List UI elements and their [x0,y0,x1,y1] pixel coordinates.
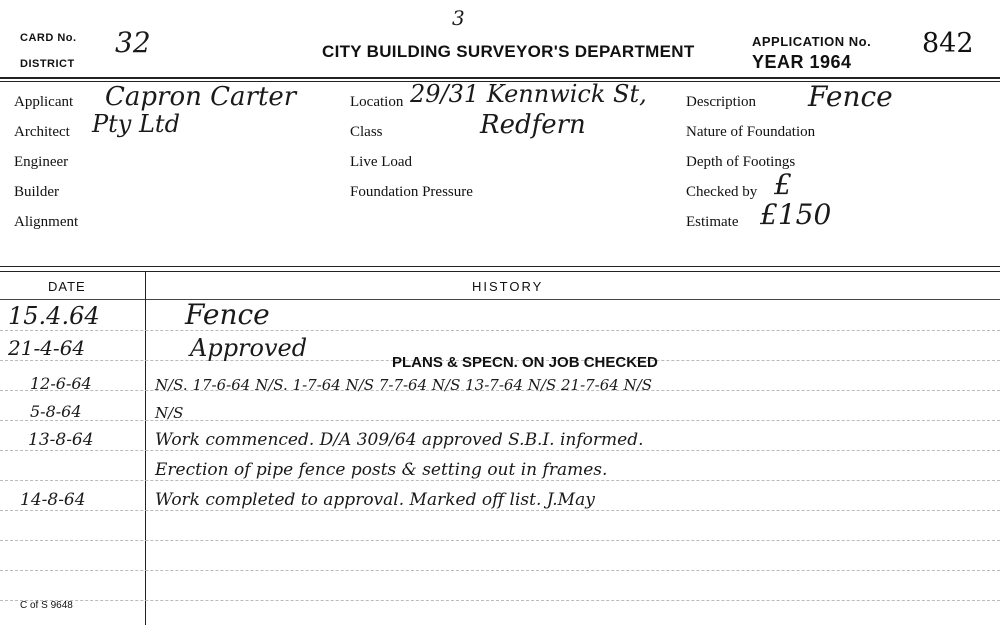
row-history: Approved [190,334,308,362]
location-label: Location [350,94,404,110]
row-history: Fence [185,298,270,331]
approval-stamp: PLANS & SPECN. ON JOB CHECKED [392,354,658,371]
description-label: Description [686,94,756,110]
estimate-value: £150 [760,198,832,231]
department-title: CITY BUILDING SURVEYOR'S DEPARTMENT [322,42,695,61]
checked-by-label: Checked by [686,184,758,200]
table-top-rule [0,266,1000,267]
nature-of-foundation-label: Nature of Foundation [686,124,816,140]
row-history: N/S [155,404,184,422]
corner-mark: 3 [452,6,465,30]
depth-of-footings-label: Depth of Footings [686,154,796,170]
table-row [0,428,1000,458]
class-label: Class [350,124,383,140]
row-date: 14-8-64 [20,490,86,510]
history-column-header: HISTORY [472,279,544,294]
architect-label: Architect [14,124,70,140]
application-label: APPLICATION No. [752,34,872,49]
architect-value: Pty Ltd [92,110,180,138]
card-no-label: CARD No. [20,32,77,44]
checked-by-value: £ [774,168,792,201]
form-code: C of S 9648 [20,600,73,611]
card-no-value: 32 [115,26,151,59]
year-label: YEAR 1964 [752,52,852,72]
header-row-rule [0,299,1000,300]
header-divider [0,77,1000,79]
ruled-line [0,600,1000,601]
row-date: 15.4.64 [8,302,100,330]
table-row [0,370,1000,400]
table-row [0,298,1000,332]
table-row [0,488,1000,518]
alignment-label: Alignment [14,214,79,230]
date-column-header: DATE [48,279,86,294]
ruled-line [0,540,1000,541]
applicant-value: Capron Carter [105,82,297,112]
foundation-pressure-label: Foundation Pressure [350,184,473,200]
row-date: 13-8-64 [28,430,94,450]
row-history: Erection of pipe fence posts & setting out in frames. [155,460,608,480]
class-value: Redfern [480,110,586,140]
location-value: 29/31 Kennwick St, [410,80,647,108]
table-row [0,400,1000,430]
row-date: 12-6-64 [30,374,92,393]
row-history: N/S. 17-6-64 N/S. 1-7-64 N/S 7-7-64 N/S 13-7-64 N/S 21-7-64 N/S [155,376,653,394]
ruled-line [0,570,1000,571]
table-row [0,458,1000,488]
applicant-label: Applicant [14,94,74,110]
estimate-label: Estimate [686,214,739,230]
table-top-rule-2 [0,271,1000,272]
engineer-label: Engineer [14,154,69,170]
description-value: Fence [808,80,893,113]
district-label: DISTRICT [20,58,75,70]
row-history: Work completed to approval. Marked off list. J.May [155,490,595,510]
application-number: 842 [922,28,974,59]
row-date: 21-4-64 [8,336,86,360]
builder-label: Builder [14,184,59,200]
row-history: Work commenced. D/A 309/64 approved S.B.I. informed. [155,430,644,450]
row-date: 5-8-64 [30,402,82,421]
table-row [0,334,1000,371]
live-load-label: Live Load [350,154,413,170]
